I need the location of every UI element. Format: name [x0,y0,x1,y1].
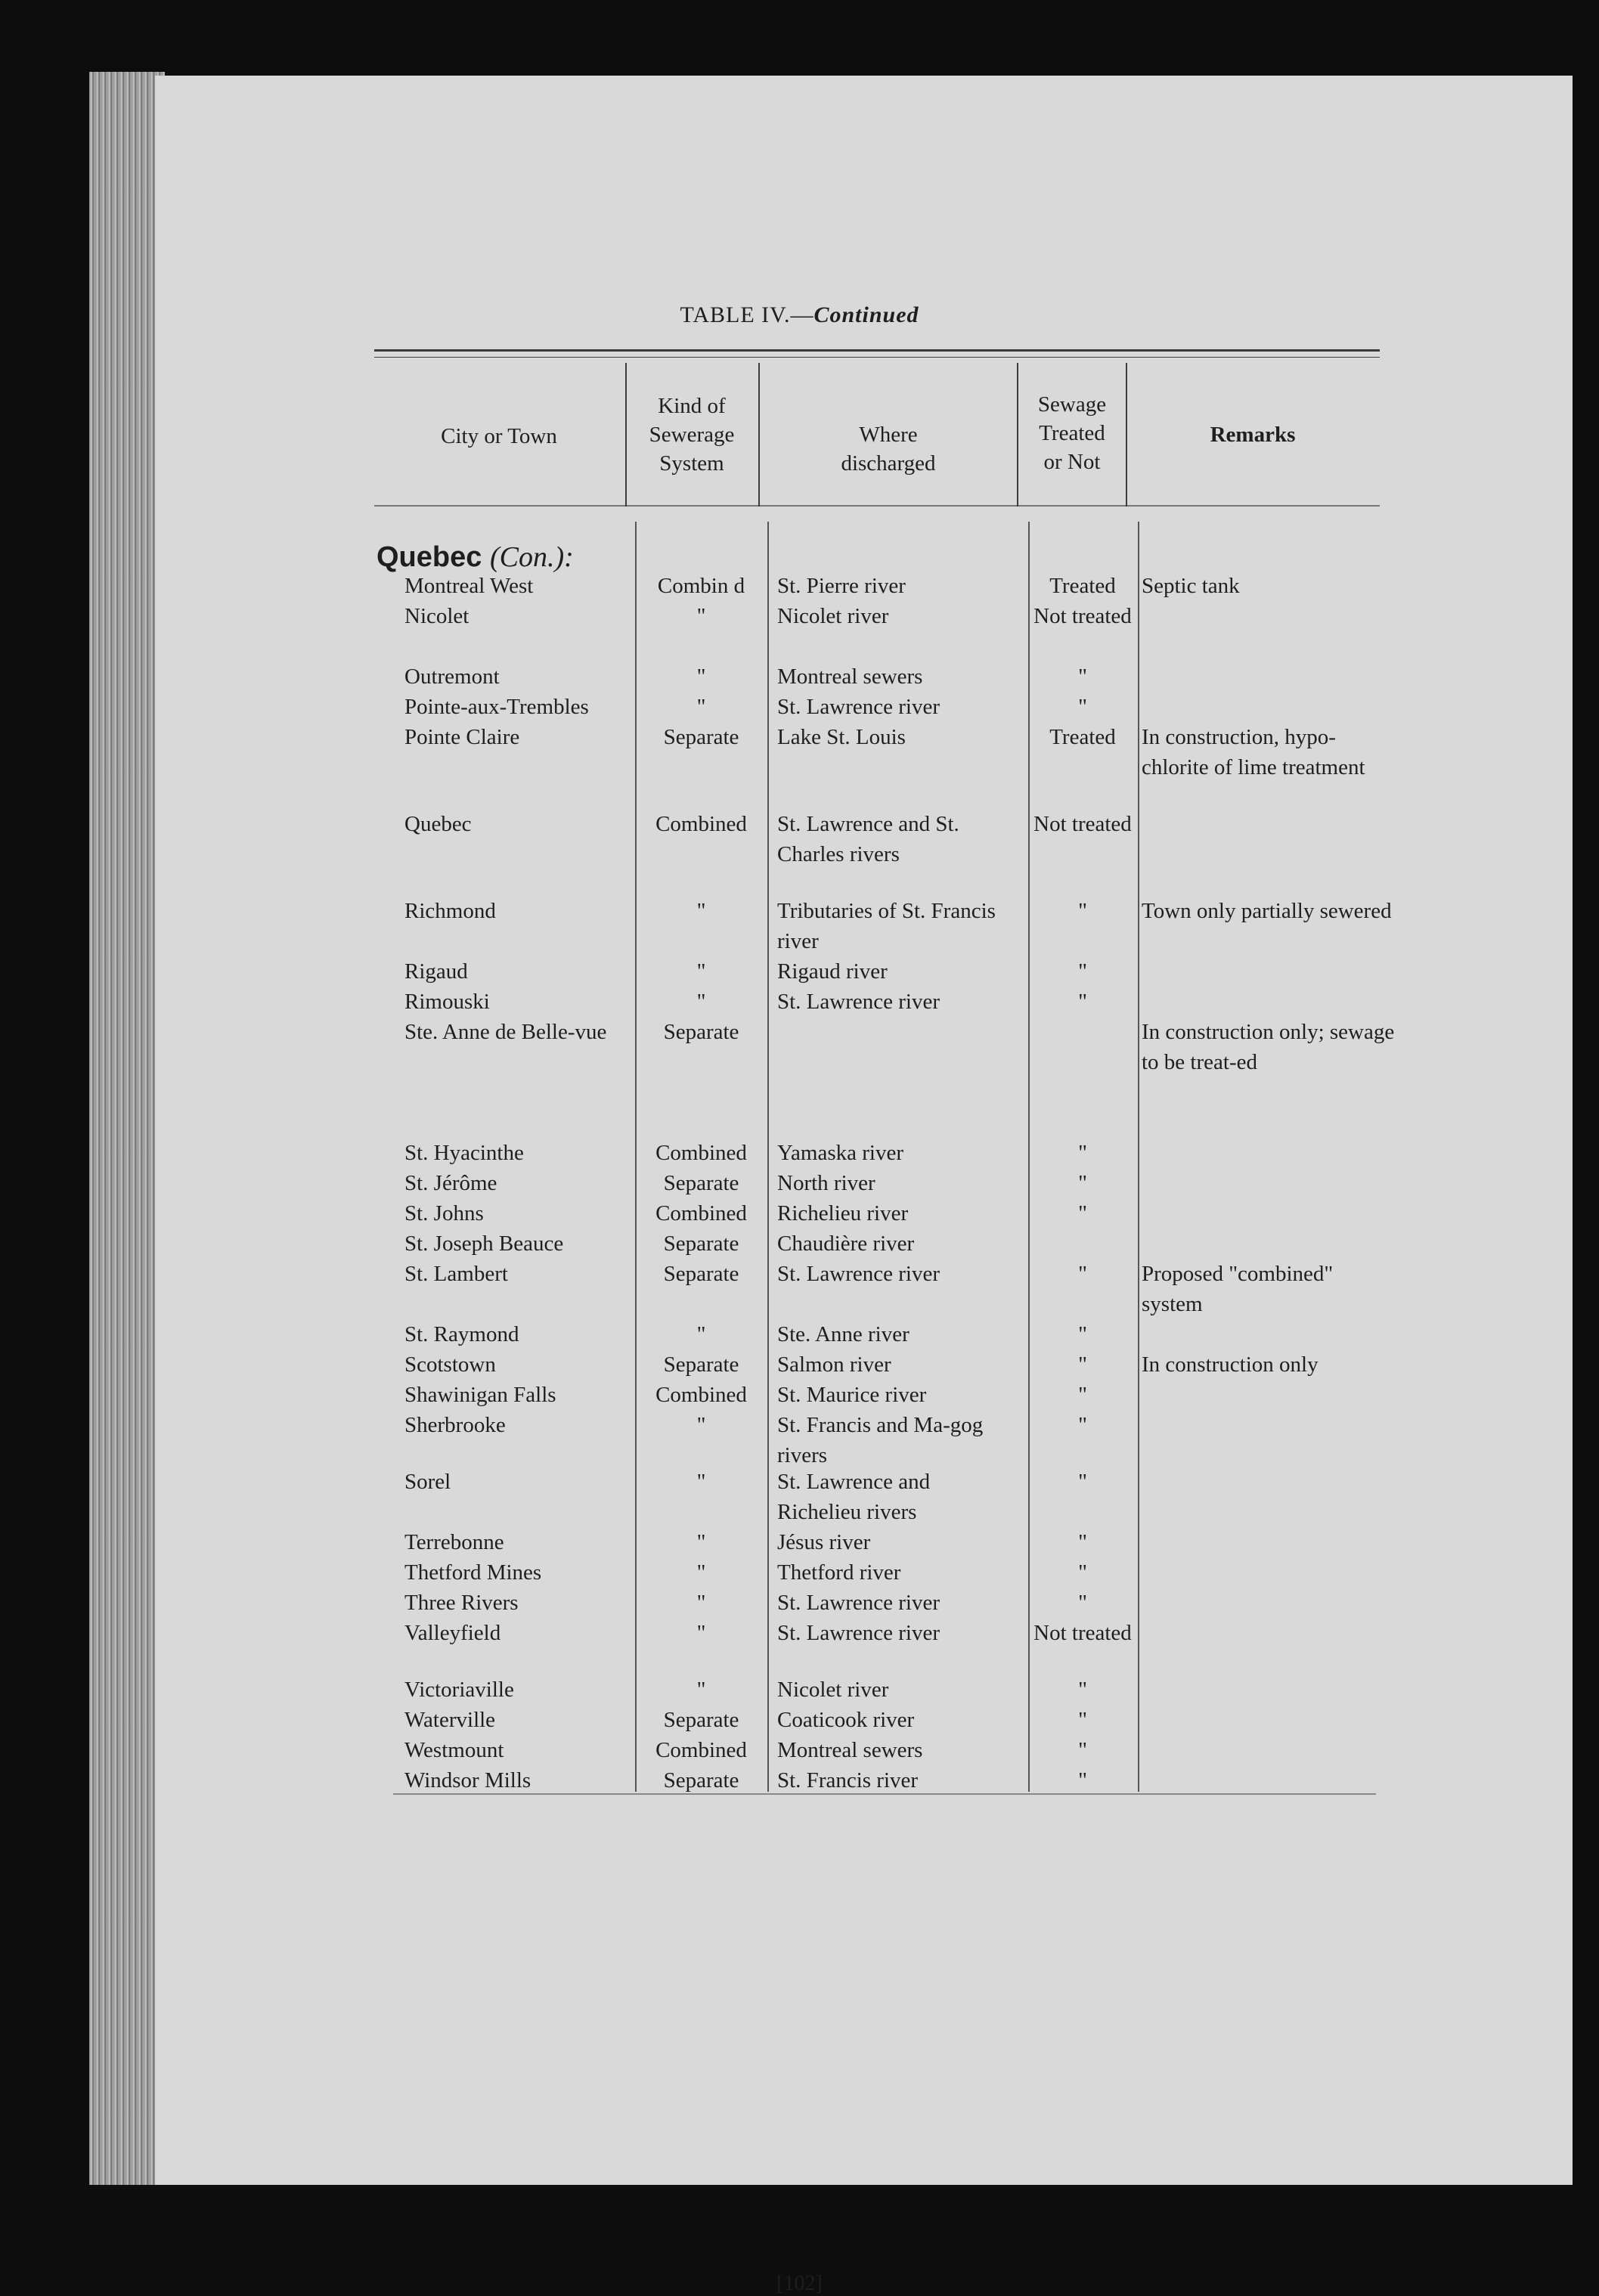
cell-where: Jésus river [777,1530,871,1554]
section-heading: Quebec (Con.): [377,541,574,573]
cell-where: St. Lawrence river [777,990,940,1014]
cell-kind: Separate [663,1262,739,1286]
cell-where: St. Lawrence and Richelieu rivers [777,1470,931,1524]
cell-city: St. Johns [404,1201,484,1225]
cell-city: St. Joseph Beauce [404,1232,564,1256]
column-divider-2 [767,522,769,1792]
cell-city: Pointe-aux-Trembles [404,695,589,719]
header-rule [374,505,1380,507]
cell-city: Montreal West [404,574,534,598]
cell-kind: " [696,695,706,719]
header-divider-4 [1126,363,1127,507]
cell-where: Tributaries of St. Francis river [777,899,996,953]
column-divider-1 [635,522,637,1792]
cell-where: Chaudière river [777,1232,915,1256]
cell-city: Terrebonne [404,1530,504,1554]
cell-where: Coaticook river [777,1708,915,1732]
cell-city: St. Hyacinthe [404,1141,524,1165]
cell-treated: " [1078,1322,1087,1346]
cell-kind: " [696,899,706,923]
cell-treated: " [1078,1353,1087,1377]
cell-treated: " [1078,1708,1087,1732]
cell-city: Three Rivers [404,1591,519,1615]
cell-city: Quebec [404,812,472,836]
cell-remarks: In construction only; sewage to be treat-ed [1142,1020,1395,1074]
cell-treated: " [1078,665,1087,689]
cell-treated: " [1078,1262,1087,1286]
cell-remarks: Septic tank [1142,574,1240,598]
cell-treated: " [1078,1413,1087,1437]
cell-city: Richmond [404,899,496,923]
cell-kind: " [696,1470,706,1494]
cell-treated: " [1078,1768,1087,1792]
cell-where: Ste. Anne river [777,1322,910,1346]
cell-kind: " [696,990,706,1014]
header-divider-2 [758,363,760,507]
cell-kind: " [696,1678,706,1702]
cell-city: Nicolet [404,604,469,628]
cell-kind: Combin d [657,574,745,598]
cell-treated: " [1078,695,1087,719]
cell-where: St. Lawrence river [777,695,940,719]
cell-where: St. Pierre river [777,574,906,598]
cell-kind: Combined [655,812,747,836]
book-page-edge [89,72,165,2185]
cell-where: Montreal sewers [777,665,923,689]
cell-kind: " [696,1530,706,1554]
cell-kind: Separate [663,725,739,749]
header-treated: Sewage Treated or Not [1037,392,1107,474]
cell-treated: " [1078,1141,1087,1165]
cell-kind: Combined [655,1141,747,1165]
cell-kind: " [696,1591,706,1615]
cell-kind: " [696,1560,706,1585]
cell-city: Scotstown [404,1353,496,1377]
cell-where: St. Lawrence and St. Charles rivers [777,812,959,866]
cell-city: Ste. Anne de Belle-vue [404,1020,607,1044]
cell-kind: Separate [663,1232,739,1256]
cell-kind: Separate [663,1171,739,1195]
cell-treated: " [1078,1383,1087,1407]
cell-city: Waterville [404,1708,496,1732]
cell-kind: Combined [655,1383,747,1407]
cell-treated: " [1078,1470,1087,1494]
cell-treated: " [1078,1738,1087,1762]
table-title [0,302,1599,328]
cell-treated: " [1078,1201,1087,1225]
cell-kind: Separate [663,1708,739,1732]
top-rule-thin [374,357,1380,358]
cell-where: St. Francis river [777,1768,919,1792]
cell-kind: " [696,604,706,628]
cell-where: Yamaska river [777,1141,903,1165]
cell-city: Windsor Mills [404,1768,531,1792]
cell-city: St. Jérôme [404,1171,497,1195]
page-number: [102] [776,2272,823,2295]
cell-city: Westmount [404,1738,504,1762]
cell-remarks: In construction, hypo-chlorite of lime treatment [1142,725,1365,779]
cell-where: Lake St. Louis [777,725,906,749]
cell-where: Thetford river [777,1560,901,1585]
cell-treated: " [1078,1591,1087,1615]
cell-treated: " [1078,1171,1087,1195]
cell-treated: " [1078,1678,1087,1702]
cell-kind: " [696,1413,706,1437]
cell-where: St. Francis and Ma-gog rivers [777,1413,984,1467]
cell-treated: Not treated [1033,1621,1132,1645]
page-sheet [155,76,1573,2185]
cell-city: Pointe Claire [404,725,520,749]
cell-where: North river [777,1171,875,1195]
cell-kind: Combined [655,1738,747,1762]
title-continued: Continued [813,302,919,327]
cell-treated: " [1078,899,1087,923]
cell-where: St. Maurice river [777,1383,927,1407]
header-where: Where discharged [841,423,936,476]
header-remarks: Remarks [1210,423,1296,447]
header-kind: Kind of Sewerage System [649,394,735,476]
column-divider-4 [1138,522,1139,1792]
cell-kind: Separate [663,1353,739,1377]
cell-treated: Treated [1049,574,1116,598]
cell-where: Montreal sewers [777,1738,923,1762]
cell-kind: " [696,1621,706,1645]
cell-city: Outremont [404,665,500,689]
title-main: TABLE IV.— [680,302,814,327]
cell-kind: " [696,959,706,984]
cell-where: St. Lawrence river [777,1262,940,1286]
cell-city: Sherbrooke [404,1413,506,1437]
cell-city: Rigaud [404,959,468,984]
cell-where: Nicolet river [777,1678,889,1702]
cell-where: Richelieu river [777,1201,909,1225]
header-divider-1 [625,363,627,507]
cell-city: St. Lambert [404,1262,508,1286]
cell-where: Nicolet river [777,604,889,628]
cell-treated: Not treated [1033,604,1132,628]
cell-treated: Not treated [1033,812,1132,836]
cell-city: Victoriaville [404,1678,514,1702]
cell-where: Rigaud river [777,959,888,984]
cell-treated: " [1078,990,1087,1014]
cell-city: Thetford Mines [404,1560,542,1585]
cell-kind: Separate [663,1768,739,1792]
top-rule [374,349,1380,352]
cell-remarks: Proposed "combined" system [1142,1262,1334,1316]
cell-kind: Separate [663,1020,739,1044]
cell-where: St. Lawrence river [777,1621,940,1645]
cell-kind: Combined [655,1201,747,1225]
cell-city: St. Raymond [404,1322,519,1346]
cell-remarks: Town only partially sewered [1142,899,1392,923]
cell-remarks: In construction only [1142,1353,1319,1377]
cell-city: Sorel [404,1470,451,1494]
cell-kind: " [696,1322,706,1346]
cell-treated: " [1078,959,1087,984]
cell-treated: Treated [1049,725,1116,749]
cell-where: Salmon river [777,1353,891,1377]
cell-kind: " [696,665,706,689]
cell-where: St. Lawrence river [777,1591,940,1615]
cell-city: Valleyfield [404,1621,501,1645]
cell-city: Rimouski [404,990,490,1014]
header-city: City or Town [441,424,557,448]
header-divider-3 [1017,363,1018,507]
cell-treated: " [1078,1560,1087,1585]
cell-treated: " [1078,1530,1087,1554]
cell-city: Shawinigan Falls [404,1383,556,1407]
